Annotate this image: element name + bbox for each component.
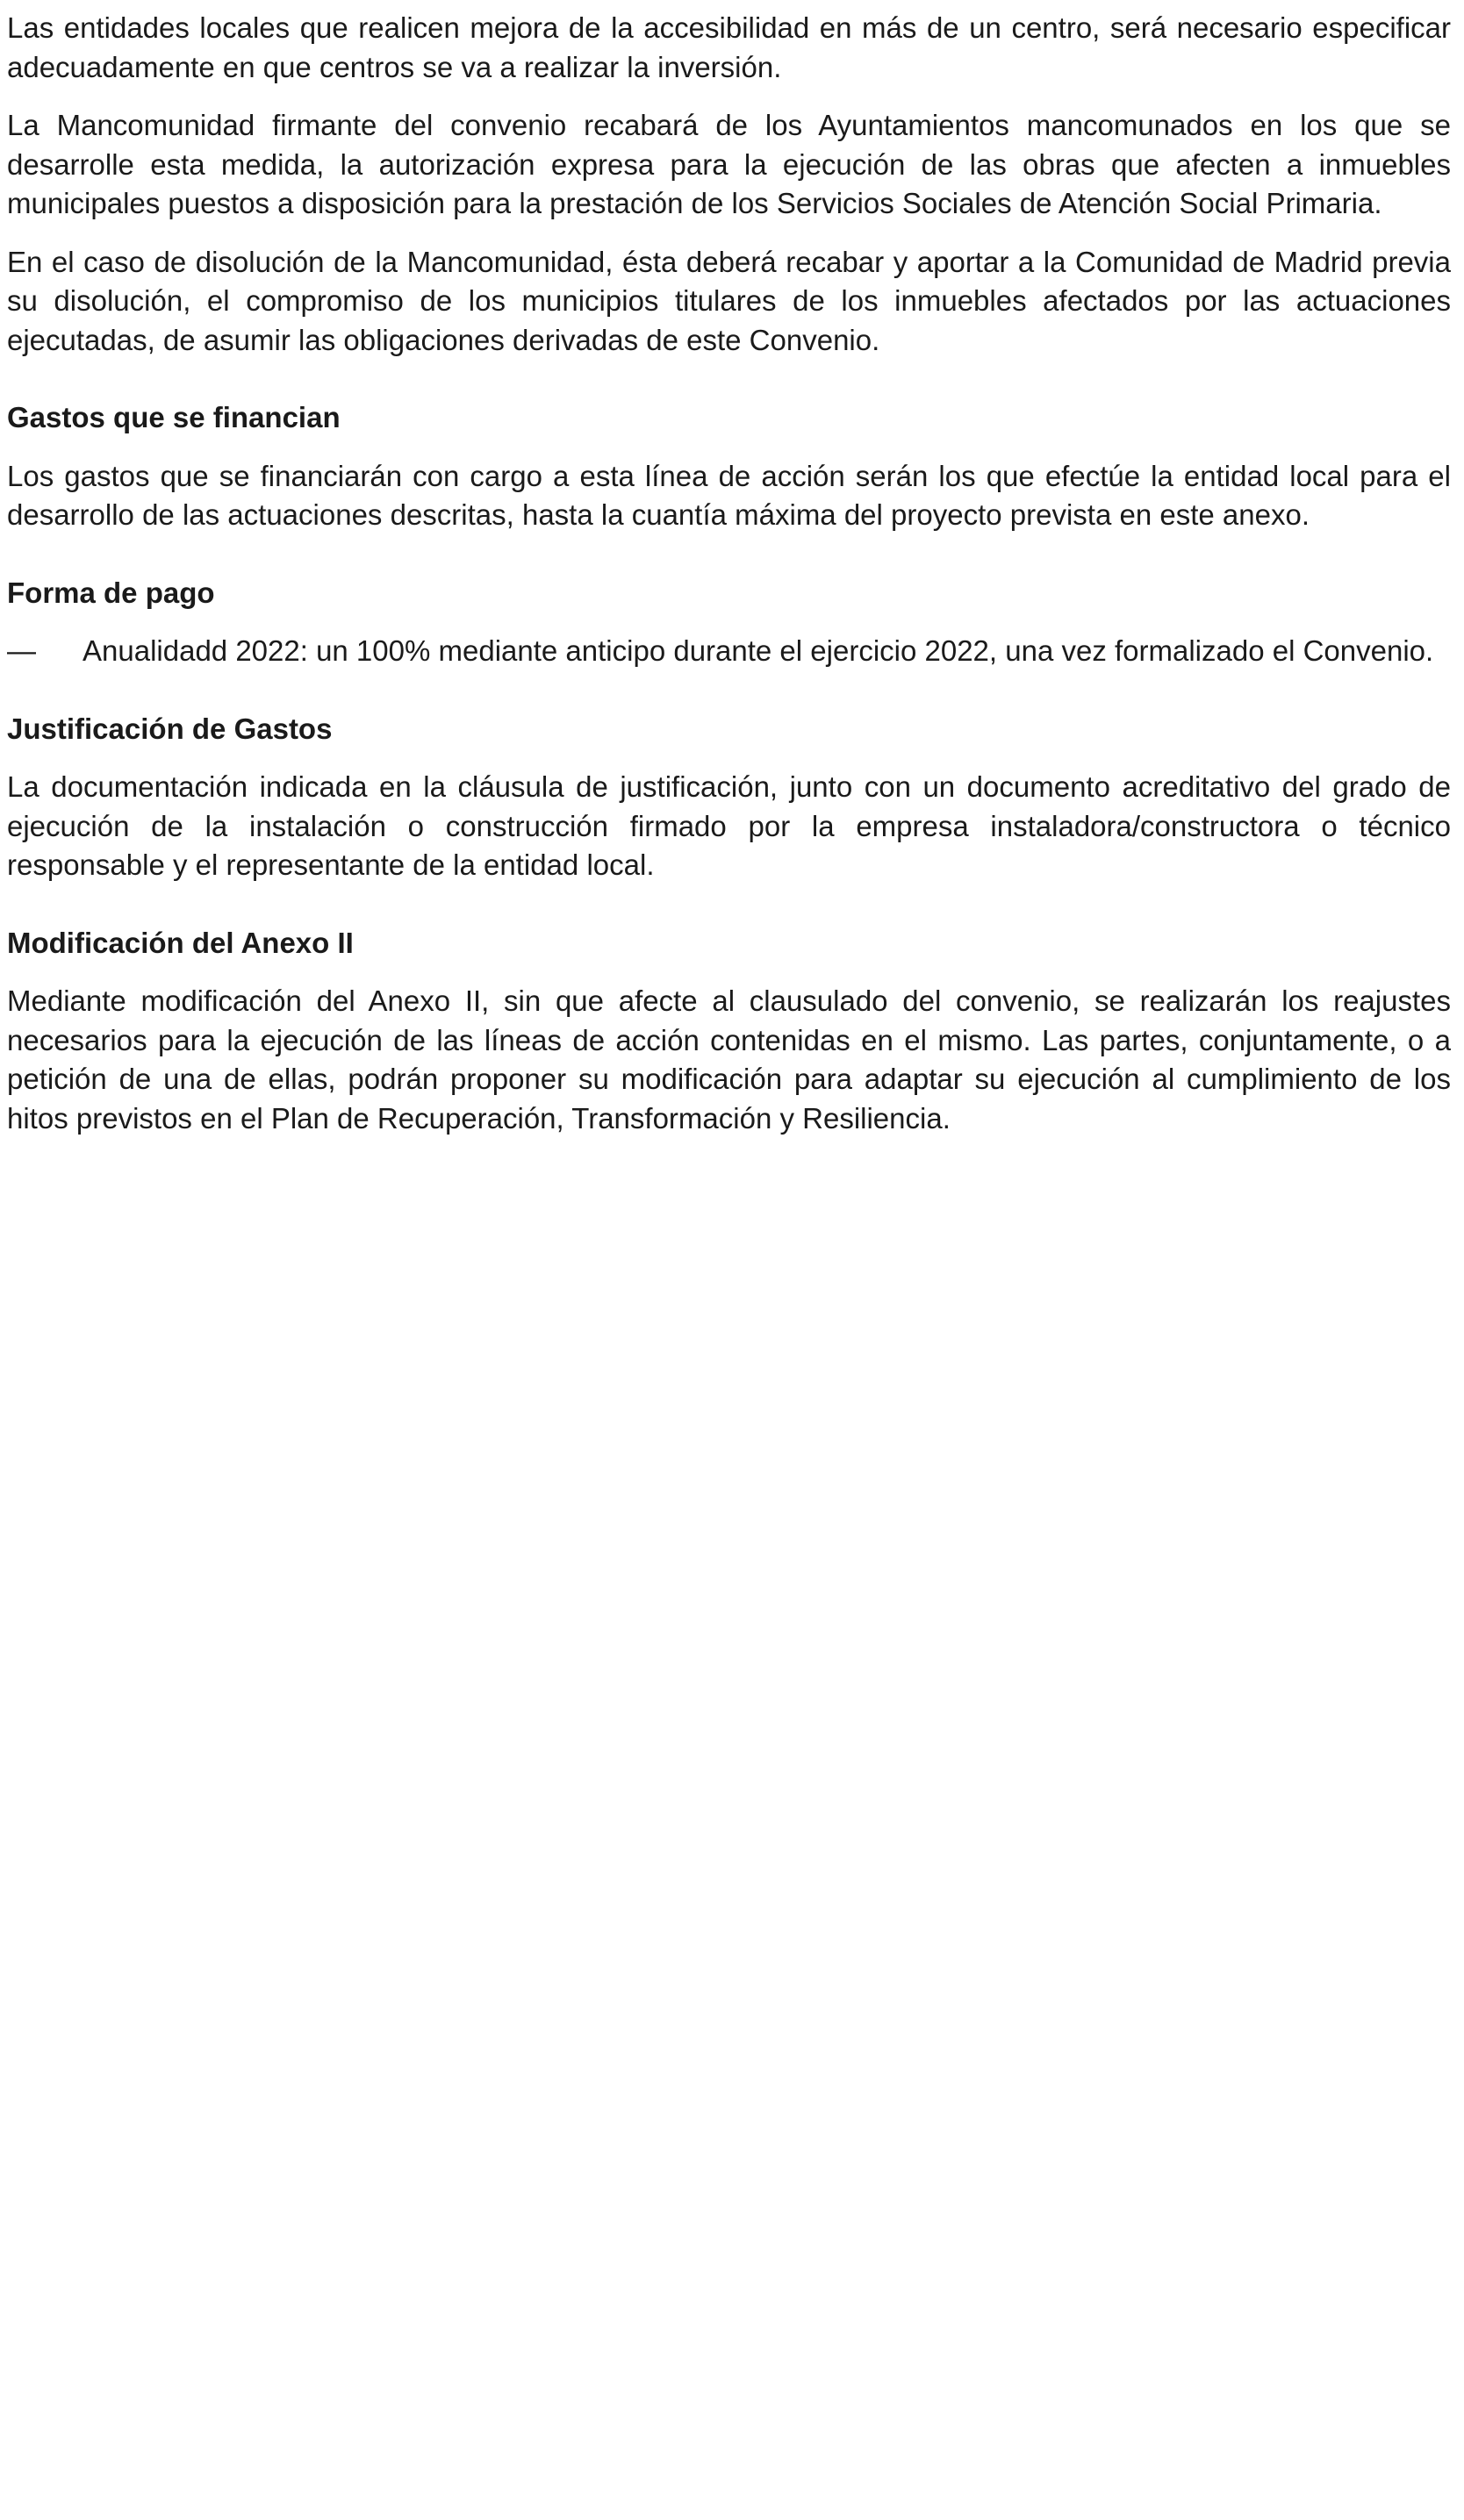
paragraph-mancomunidad: La Mancomunidad firmante del convenio recabará de los Ayuntamientos mancomunados en los que se desarrolle esta medida, la autorización expresa para la ejecución de las obras que afecten a inmuebles municipales puestos a disposición para la prestación de los Servicios Sociales de Atención Social Primaria. <box>7 109 1451 219</box>
paragraph-disolucion: En el caso de disolución de la Mancomunidad, ésta deberá recabar y aportar a la Comunidad de Madrid previa su disolución, el compromiso de los municipios titulares de los inmuebles afectados por las actuaciones ejecutadas, de asumir las obligaciones derivadas de este Convenio. <box>7 245 1451 356</box>
paragraph-gastos: Los gastos que se financiarán con cargo a esta línea de acción serán los que efectúe la entidad local para el desarrollo de las actuaciones descritas, hasta la cuantía máxima del proyecto prevista en este anexo. <box>7 459 1451 531</box>
heading-forma-pago: Forma de pago <box>7 576 215 609</box>
heading-modificacion: Modificación del Anexo II <box>7 926 354 959</box>
paragraph-justificacion: La documentación indicada en la cláusula de justificación, junto con un documento acreditativo del grado de ejecución de la instalación o construcción firmado por la empresa instaladora/constructora o técnico responsable y el representante de la entidad local. <box>7 770 1451 881</box>
paragraph-modificacion: Mediante modificación del Anexo II, sin que afecte al clausulado del convenio, se realizarán los reajustes necesarios para la ejecución de las líneas de acción contenidas en el mismo. Las partes, conjuntamente, o a petición de una de ellas, podrán proponer su modificación para adaptar su ejecución al cumplimiento de los hitos previstos en el Plan de Recuperación, Transformación y Resiliencia. <box>7 984 1451 1135</box>
paragraph-accesibilidad: Las entidades locales que realicen mejora de la accesibilidad en más de un centro, será necesario especificar adecuadamente en que centros se va a realizar la inversión. <box>7 11 1451 83</box>
list-item-pago-text: Anualidadd 2022: un 100% mediante anticipo durante el ejercicio 2022, una vez formalizado el Convenio. <box>83 634 1434 667</box>
list-item-pago <box>7 632 1451 671</box>
heading-gastos: Gastos que se financian <box>7 401 341 433</box>
document-page <box>7 9 1451 1157</box>
dash-bullet: — <box>7 634 36 667</box>
heading-justificacion: Justificación de Gastos <box>7 712 333 745</box>
